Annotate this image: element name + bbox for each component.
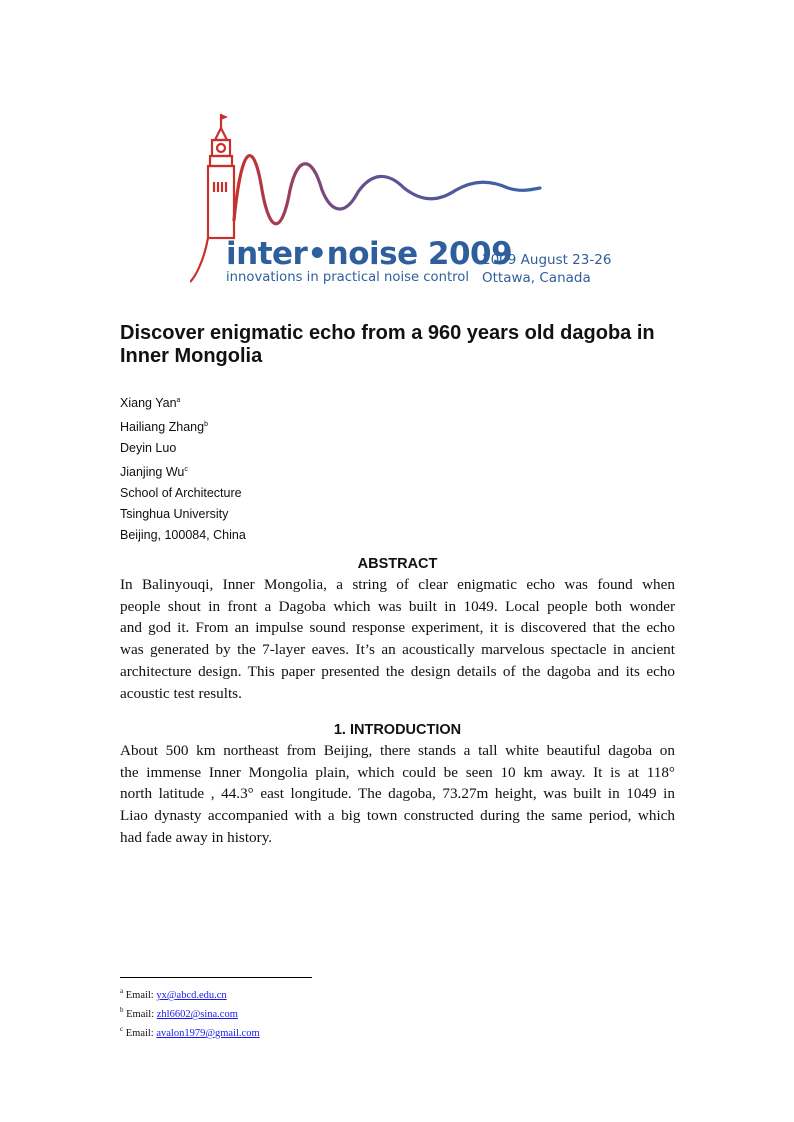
text-line: people shout in front a Dagoba which was built in 1049. Local people both wonder <box>120 597 675 615</box>
email-link[interactable]: yx@abcd.edu.cn <box>156 990 227 1001</box>
affiliation-line: Tsinghua University <box>120 507 229 521</box>
footnote: $^c$ Email: avalon1979@gmail.com <box>120 1025 260 1039</box>
affiliation-line: School of Architecture <box>120 486 242 500</box>
text-line: north latitude , 44.3° east longitude. The dagoba, 73.27m height, was built in 1049 in <box>120 785 675 803</box>
footnote: $^b$ Email: zhl6602@sina.com <box>120 1006 238 1020</box>
footnote: $^a$ Email: yx@abcd.edu.cn <box>120 987 227 1001</box>
logo-wordmark: inter•noise 2009 <box>226 236 513 272</box>
affiliation-line: Beijing, 100084, China <box>120 528 246 542</box>
text-line: In Balinyouqi, Inner Mongolia, a string of clear enigmatic echo was found when <box>120 576 675 593</box>
author-block <box>120 390 246 546</box>
conference-logo <box>190 110 620 290</box>
introduction-text <box>120 740 675 849</box>
text-line: About 500 km northeast from Beijing, there stands a tall white beautiful dagoba on <box>120 742 675 759</box>
abstract-heading: ABSTRACT <box>357 556 438 572</box>
abstract-text <box>120 574 675 704</box>
footnote-divider <box>120 977 312 978</box>
conference-place: Ottawa, Canada <box>482 270 591 286</box>
paper-title: Discover enigmatic echo from a 960 years old dagoba in Inner Mongolia <box>120 322 655 367</box>
author-name: Jianjing Wu$^c$ <box>120 465 188 479</box>
text-line: was generated by the 7-layer eaves. It’s an acoustically marvelous spectacle in ancient <box>120 641 675 659</box>
text-line: the immense Inner Mongolia plain, which could be seen 10 km away. It is at 118° <box>120 763 675 781</box>
text-line: and god it. From an impulse sound response experiment, it is discovered that the echo <box>120 619 675 637</box>
author-name: Deyin Luo <box>120 441 177 455</box>
text-line: Liao dynasty accompanied with a big town constructed during the same period, which <box>120 807 675 825</box>
logo-tagline: innovations in practical noise control <box>226 270 469 285</box>
author-name: Hailiang Zhang$^b$ <box>120 420 208 434</box>
text-line: architecture design. This paper presented the design details of the dagoba and its echo <box>120 662 675 680</box>
text-line: acoustic test results. <box>120 684 242 702</box>
introduction-heading: 1. INTRODUCTION <box>333 722 462 738</box>
sound-wave-icon <box>234 156 540 224</box>
author-name: Xiang Yan$^a$ <box>120 396 181 410</box>
text-line: had fade away in history. <box>120 828 273 846</box>
conference-date: 2009 August 23-26 <box>482 252 612 268</box>
footnotes <box>120 984 260 1041</box>
email-link[interactable]: zhl6602@sina.com <box>156 1009 238 1020</box>
email-link[interactable]: avalon1979@gmail.com <box>156 1028 260 1039</box>
